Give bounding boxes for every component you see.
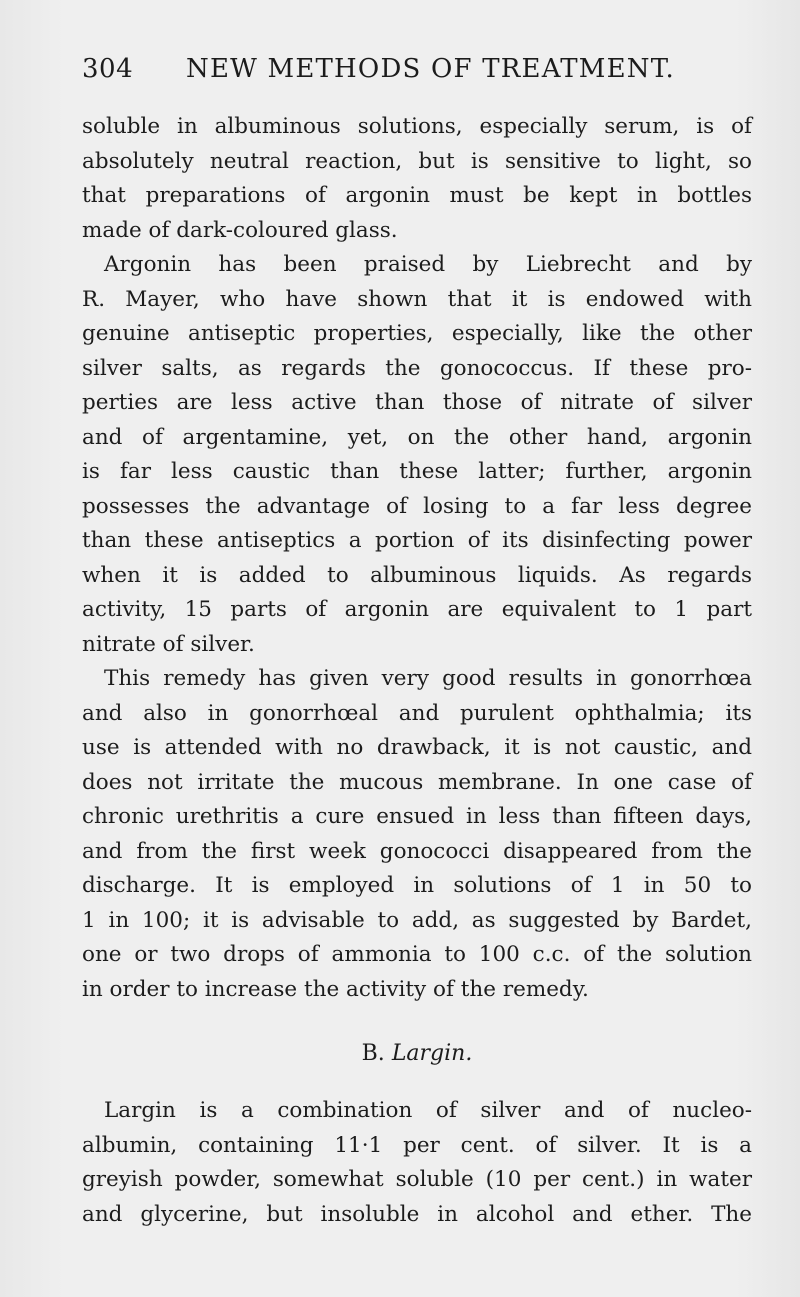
text-line: soluble in albuminous solutions, especially serum, is of	[82, 114, 752, 139]
header-title: NEW METHODS OF TREATMENT.	[186, 54, 675, 84]
page-number: 304	[82, 54, 134, 84]
text-line: and glycerine, but insoluble in alcohol and ether. The	[82, 1201, 752, 1227]
section-body-text	[82, 1094, 752, 1232]
text-line: when it is added to albuminous liquids. As regards	[82, 562, 752, 588]
text-line: nitrate of silver.	[82, 631, 255, 657]
text-line: in order to increase the activity of the remedy.	[82, 976, 589, 1002]
text-line: than these antiseptics a portion of its disinfecting power	[82, 528, 752, 553]
body-text	[82, 110, 752, 1007]
text-line: Argonin has been praised by Liebrecht and by	[104, 252, 752, 277]
section-heading	[82, 1036, 752, 1072]
running-head	[82, 54, 752, 94]
text-line: genuine antiseptic properties, especially, like the other	[82, 321, 752, 346]
text-line: and from the first week gonococci disappeared from the	[82, 838, 752, 864]
text-line: greyish powder, somewhat soluble (10 per cent.) in water	[82, 1167, 752, 1192]
text-line: silver salts, as regards the gonococcus. If these pro-	[82, 355, 752, 381]
text-line: R. Mayer, who have shown that it is endowed with	[82, 286, 752, 312]
text-line: albumin, containing 11·1 per cent. of silver. It is a	[82, 1132, 752, 1158]
text-line: absolutely neutral reaction, but is sensitive to light, so	[82, 148, 752, 174]
text-line: use is attended with no drawback, it is not caustic, and	[82, 735, 752, 760]
section-prefix: B.	[361, 1041, 385, 1066]
text-line: does not irritate the mucous membrane. In one case of	[82, 769, 752, 795]
text-line: discharge. It is employed in solutions of 1 in 50 to	[82, 873, 752, 898]
text-line: 1 in 100; it is advisable to add, as suggested by Bardet,	[82, 907, 752, 933]
text-line: perties are less active than those of nitrate of silver	[82, 390, 752, 415]
text-line: possesses the advantage of losing to a far less degree	[82, 493, 752, 519]
text-line: and also in gonorrhœal and purulent ophthalmia; its	[82, 700, 752, 726]
text-line: that preparations of argonin must be kept in bottles	[82, 183, 752, 208]
text-line: one or two drops of ammonia to 100 c.c. of the solution	[82, 942, 752, 967]
text-line: made of dark-coloured glass.	[82, 217, 398, 243]
text-line: activity, 15 parts of argonin are equivalent to 1 part	[82, 597, 752, 622]
section-name: Largin.	[391, 1041, 473, 1066]
text-line: Largin is a combination of silver and of nucleo-	[104, 1098, 752, 1123]
text-line: chronic urethritis a cure ensued in less than fifteen days,	[82, 804, 752, 829]
text-line: and of argentamine, yet, on the other hand, argonin	[82, 424, 752, 450]
text-line: This remedy has given very good results in gonorrhœa	[104, 666, 752, 691]
text-line: is far less caustic than these latter; further, argonin	[82, 459, 752, 484]
